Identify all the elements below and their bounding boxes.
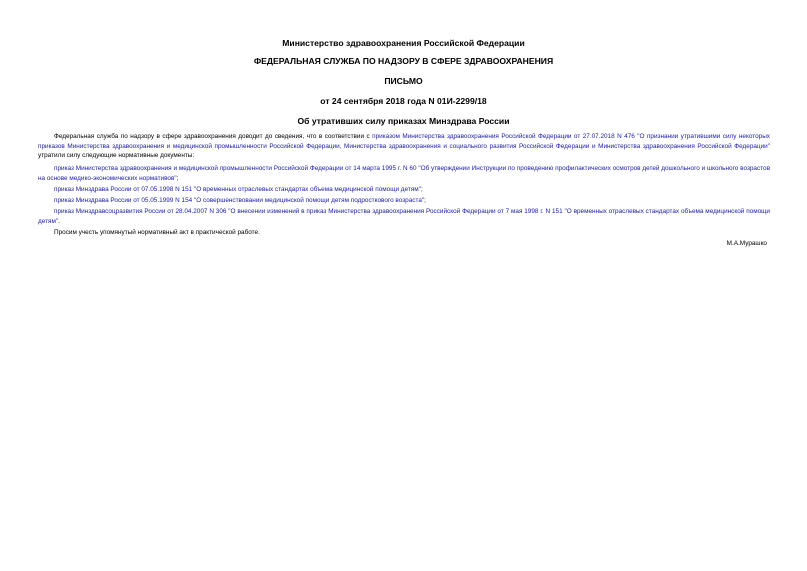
document-date-number: от 24 сентября 2018 года N 01И-2299/18 [320,96,487,106]
intro-order-link[interactable]: приказом Министерства здравоохранения Российской Федерации от 27.07.2018 N 476 "О признании утратившими силу некоторых приказов Министерства здравоохранения и медицинской промышленности Российской Федерации, Министерства здравоохранения и социального развития Российской Федерации и Министерства здравоохранения Российской Федерации" [38,133,770,150]
intro-text-start: Федеральная служба по надзору в сфере здравоохранения доводит до сведения, что в соответствии с [54,133,373,140]
list-item-tail: ; [176,174,179,182]
document-subject: Об утративших силу приказах Минздрава России [297,116,510,126]
service-title: ФЕДЕРАЛЬНАЯ СЛУЖБА ПО НАДЗОРУ В СФЕРЕ ЗДРАВООХРАНЕНИЯ [253,56,554,66]
signature: М.А.Мурашко [726,240,767,247]
list-item-tail: ; [420,186,423,193]
order-link-2007-306[interactable]: приказ Минздравсоцразвития России от 28.04.2007 N 306 "О внесении изменений в приказ Министерства здравоохранения Российской Федерации от 7 мая 1998 г. N 151 "О временных отраслевых стандартах объема медицинской помощи детям" [38,208,770,225]
list-item [38,196,770,206]
list-item [38,207,770,226]
ministry-title: Министерство здравоохранения Российской Федерации [282,38,525,48]
request-paragraph: Просим учесть упомянутый нормативный акт в практической работе. [54,229,260,236]
list-item [38,164,770,183]
list-item [38,185,770,195]
order-link-1995-60[interactable]: приказ Министерства здравоохранения и медицинской промышленности Российской Федерации от 14 марта 1995 г. N 60 "Об утверждении Инструкции по проведению профилактических осмотров детей дошкольного и школьного возрастов на основе медико-экономических нормативов" [38,165,770,182]
intro-paragraph [38,132,770,161]
intro-text-end: утратили силу следующие нормативные документы: [38,152,195,160]
order-link-1998-151[interactable]: приказ Минздрава России от 07.05.1998 N 151 "О временных отраслевых стандартах объема медицинской помощи детям" [54,186,421,193]
list-item-tail: . [58,217,60,225]
order-link-1999-154[interactable]: приказ Минздрава России от 05.05.1999 N 154 "О совершенствовании медицинской помощи детям подросткового возраста" [54,197,425,204]
list-item-tail: ; [424,197,426,204]
document-type: ПИСЬМО [384,76,423,86]
